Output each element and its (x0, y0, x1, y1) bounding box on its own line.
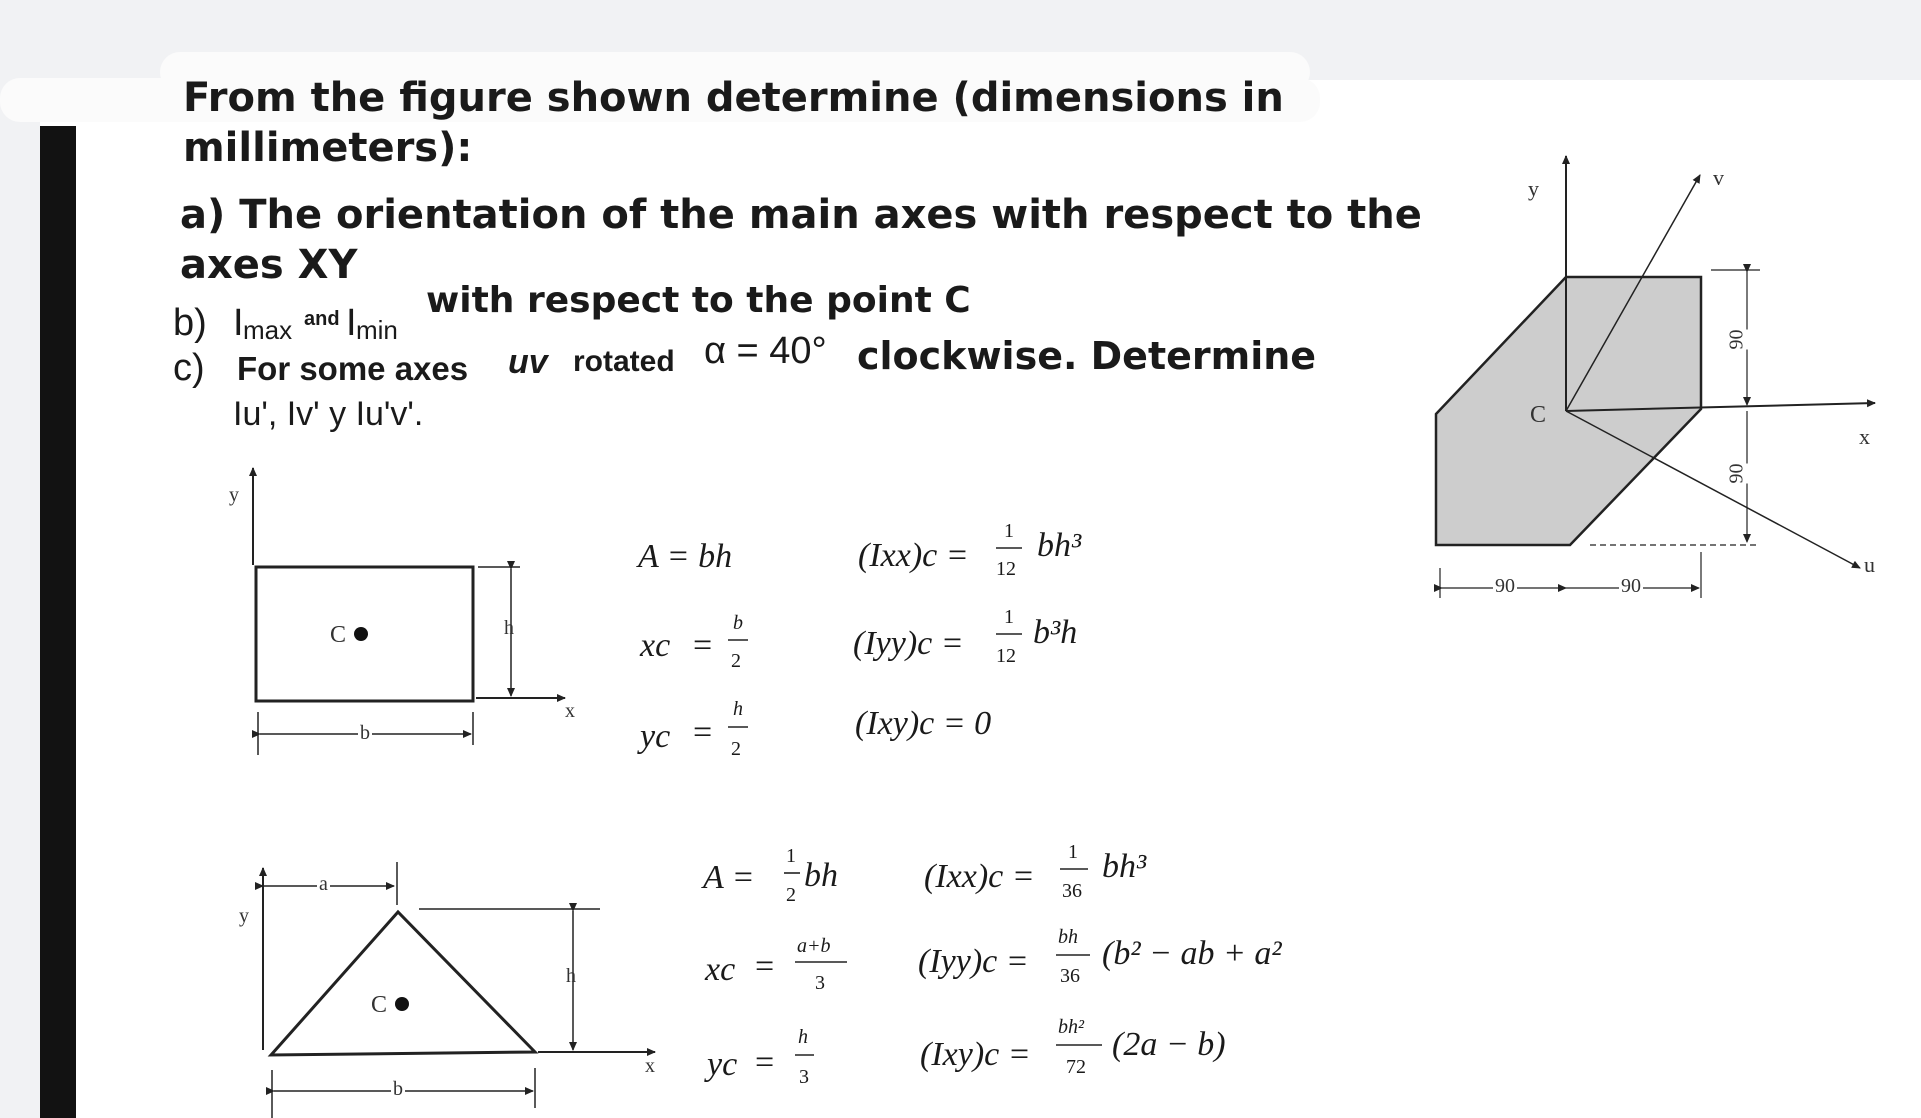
main-u-label: u (1864, 552, 1875, 577)
rect-b-label: b (360, 722, 370, 744)
tri-area-rhs: bh (804, 857, 838, 894)
rotated-word: rotated (573, 345, 675, 378)
rect-ixx-lhs: (Ixx)c = (858, 537, 969, 574)
tri-ixy-rhs: (2a − b) (1112, 1026, 1226, 1063)
main-figure (1436, 156, 1875, 598)
main-x-label: x (1859, 424, 1870, 449)
dim-bottom-label: 90 (1724, 464, 1751, 484)
triangle-shape (271, 912, 535, 1055)
imax-subscript: max (243, 315, 293, 345)
rect-y-label: y (229, 484, 239, 506)
tri-ixy-den: 72 (1066, 1056, 1086, 1078)
rect-yc-eq: = (693, 714, 713, 751)
tri-xc-den: 3 (815, 972, 825, 994)
rect-x-label: x (565, 700, 575, 722)
part-a-line-2: axes XY (180, 242, 358, 288)
tri-ixx-num: 1 (1068, 841, 1078, 863)
rect-ixx-rhs: bh³ (1037, 527, 1082, 564)
rect-centroid-dot (354, 627, 368, 641)
imin-subscript: min (356, 315, 398, 345)
rect-yc-den: 2 (731, 738, 741, 760)
rect-iyy-rhs: b³h (1033, 614, 1078, 651)
rect-yc-lhs: yc (640, 718, 671, 755)
rect-centroid-label: C (330, 622, 347, 648)
rect-yc-num: h (733, 698, 743, 720)
tri-b-label: b (393, 1078, 403, 1100)
rect-ixy-formula: (Ixy)c = 0 (855, 705, 992, 742)
rect-xc-num: b (733, 612, 743, 634)
uv-axes-label: uv (508, 343, 548, 381)
title-line-2: millimeters): (183, 125, 473, 171)
tri-xc-eq: = (755, 948, 775, 985)
imax-symbol: I (233, 302, 244, 344)
tri-ixy-num: bh² (1058, 1016, 1084, 1038)
tri-iyy-num: bh (1058, 926, 1078, 948)
rect-ixx-den: 12 (996, 558, 1016, 580)
rect-ixx-num: 1 (1004, 520, 1014, 542)
rectangle-figure (253, 468, 565, 755)
tri-ixx-den: 36 (1062, 880, 1082, 902)
rect-xc-den: 2 (731, 650, 741, 672)
part-b-rest: with respect to the point C (426, 280, 971, 321)
tri-ixx-lhs: (Ixx)c = (924, 858, 1035, 895)
rect-area-formula: A = bh (638, 538, 733, 575)
part-c-text-1: For some axes (237, 350, 469, 387)
tri-yc-lhs: yc (707, 1046, 738, 1083)
rect-xc-eq: = (693, 627, 713, 664)
tri-centroid-dot (395, 997, 409, 1011)
tri-yc-eq: = (755, 1044, 775, 1081)
part-c-line-2: Iu', Iv' y Iu'v'. (233, 395, 424, 433)
part-b-prefix: b) (173, 302, 207, 344)
rect-h-label: h (504, 617, 514, 639)
part-a-line-1: a) The orientation of the main axes with respect to the (180, 192, 1422, 238)
tri-area-lhs: A = (703, 859, 755, 896)
rect-iyy-den: 12 (996, 645, 1016, 667)
tri-h-label: h (566, 965, 576, 987)
main-y-label: y (1528, 176, 1539, 201)
tri-area-num: 1 (786, 845, 796, 867)
tri-yc-den: 3 (799, 1066, 809, 1088)
rect-iyy-num: 1 (1004, 606, 1014, 628)
tri-iyy-lhs: (Iyy)c = (918, 943, 1029, 980)
tri-y-label: y (239, 905, 249, 927)
part-c-prefix: c) (173, 347, 205, 389)
main-v-label: v (1713, 165, 1724, 190)
tri-xc-num: a+b (797, 935, 831, 957)
tri-area-den: 2 (786, 884, 796, 906)
tri-x-label: x (645, 1055, 655, 1077)
tri-a-label: a (319, 873, 328, 895)
rect-iyy-lhs: (Iyy)c = (853, 625, 964, 662)
main-centroid-label: C (1530, 402, 1547, 428)
tri-ixy-lhs: (Ixy)c = (920, 1036, 1031, 1073)
part-c-text-2: clockwise. Determine (857, 334, 1317, 378)
dim-right-label: 90 (1621, 575, 1641, 597)
rect-xc-lhs: xc (640, 627, 671, 664)
tri-centroid-label: C (371, 992, 388, 1018)
tri-xc-lhs: xc (705, 951, 736, 988)
dim-left-label: 90 (1495, 575, 1515, 597)
tri-iyy-den: 36 (1060, 965, 1080, 987)
and-word: and (304, 308, 340, 330)
imin-symbol: I (346, 302, 357, 344)
triangle-figure (263, 862, 655, 1118)
tri-iyy-rhs: (b² − ab + a² (1102, 935, 1282, 972)
title-line-1: From the figure shown determine (dimensions in (183, 75, 1284, 121)
tri-yc-num: h (798, 1026, 808, 1048)
tri-ixx-rhs: bh³ (1102, 848, 1147, 885)
alpha-angle: α = 40° (704, 330, 827, 372)
dim-top-label: 90 (1724, 330, 1751, 350)
